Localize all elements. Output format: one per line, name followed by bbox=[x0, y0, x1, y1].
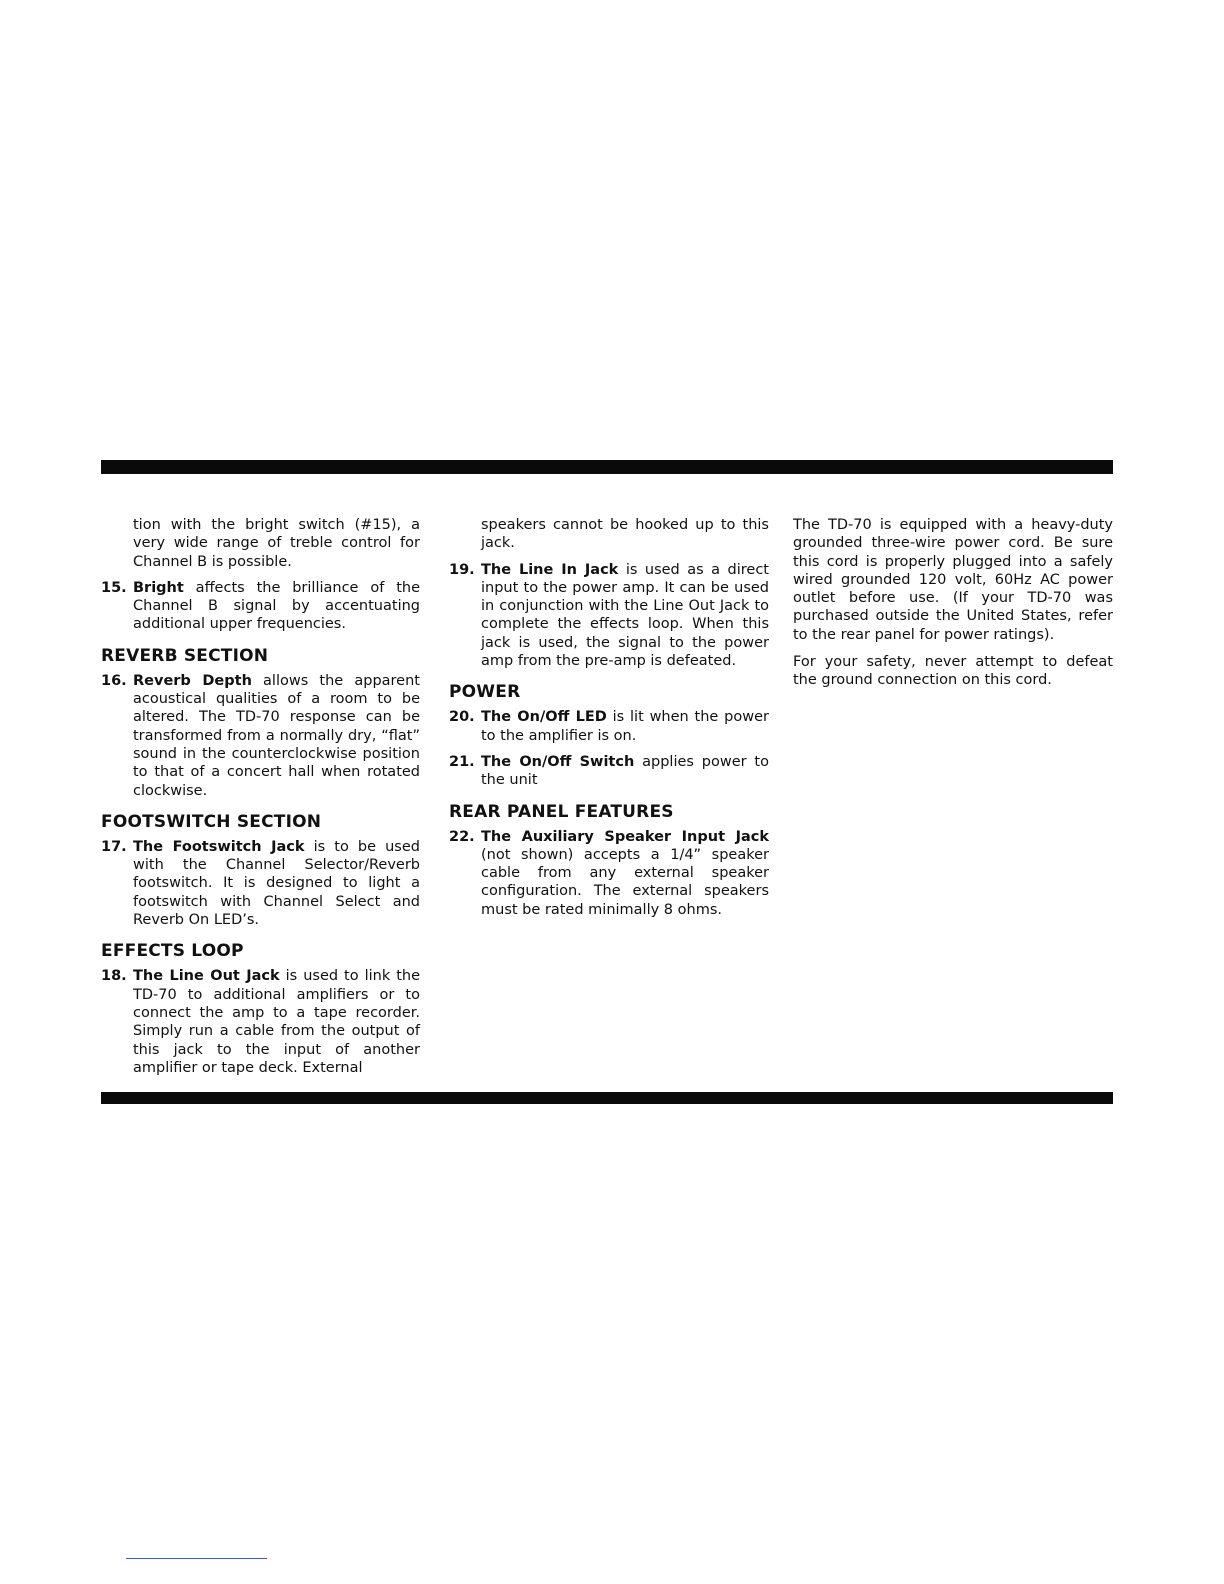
item-text: allows the apparent acoustical qualities of a room to be altered. The TD-70 response can be transformed from a normally dry, “flat” sound in the counterclockwise position to that of a concert hall when rotated clockwise. bbox=[133, 672, 420, 799]
power-cord-paragraph: The TD-70 is equipped with a heavy-duty grounded three-wire power cord. Be sure this cord is properly plugged into a safely wired grounded 120 volt, 60Hz AC power outlet before use. (If your TD-70 was purchased outside the United States, refer to the rear panel for power ratings). bbox=[793, 517, 1113, 643]
item-16 bbox=[101, 672, 420, 800]
item-lead: The Line Out Jack bbox=[133, 968, 280, 985]
item-lead: The Line In Jack bbox=[481, 561, 619, 578]
column-3 bbox=[793, 516, 1113, 699]
section-heading-rear-panel: REAR PANEL FEATURES bbox=[449, 801, 674, 822]
continuation-text: speakers cannot be hooked up to this jack. bbox=[481, 517, 769, 552]
item-text: is used as a direct input to the power amp. It can be used in conjunction with the Line Out Jack to complete the effects loop. When this jack is used, the signal to the power amp from the pre-amp is defeated. bbox=[481, 561, 769, 670]
item-text: is lit when the power to the amplifier is on. bbox=[481, 709, 769, 744]
item-number: 15. bbox=[101, 579, 127, 596]
footnote-separator bbox=[126, 1558, 267, 1559]
item-22 bbox=[449, 828, 769, 919]
bottom-rule bbox=[101, 1092, 1113, 1104]
item-text: applies power to the unit bbox=[481, 753, 769, 789]
item-text: (not shown) accepts a 1/4” speaker cable from any external speaker configuration. The external speakers must be rated minimally 8 ohms. bbox=[481, 846, 769, 918]
item-text: is used to link the TD-70 to additional amplifiers or to connect the amp to a tape recorder. Simply run a cable from the output of this jack to the input of another amplifier or tape deck. External bbox=[133, 968, 421, 1076]
section-heading-effects-loop: EFFECTS LOOP bbox=[101, 941, 244, 962]
item-number: 21. bbox=[449, 753, 475, 770]
section-heading-footswitch: FOOTSWITCH SECTION bbox=[101, 811, 322, 832]
item-number: 17. bbox=[101, 838, 127, 855]
item-19 bbox=[449, 561, 769, 671]
section-heading-power: POWER bbox=[449, 682, 521, 703]
item-lead: Bright bbox=[133, 579, 184, 596]
item-lead: Reverb Depth bbox=[133, 672, 252, 689]
item-lead: The Auxiliary Speaker Input Jack bbox=[481, 828, 769, 845]
item-lead: The Footswitch Jack bbox=[133, 838, 305, 855]
item-20 bbox=[449, 708, 769, 745]
item-text: affects the brilliance of the Channel B signal by accentuating additional upper frequencies. bbox=[133, 579, 420, 633]
item-number: 18. bbox=[101, 968, 127, 985]
column-2 bbox=[449, 516, 769, 927]
item-21 bbox=[449, 753, 769, 790]
item-17 bbox=[101, 838, 420, 929]
item-number: 16. bbox=[101, 672, 127, 689]
item-text: is to be used with the Channel Selector/Reverb footswitch. It is designed to light a footswitch with Channel Select and Reverb On LED’s. bbox=[133, 838, 420, 929]
column-1 bbox=[101, 516, 420, 1085]
section-heading-reverb: REVERB SECTION bbox=[101, 645, 269, 666]
top-rule bbox=[101, 460, 1113, 474]
item-number: 22. bbox=[449, 828, 475, 845]
item-number: 20. bbox=[449, 709, 475, 726]
item-lead: The On/Off Switch bbox=[481, 753, 635, 770]
item-lead: The On/Off LED bbox=[481, 709, 607, 726]
item-18 bbox=[101, 967, 420, 1077]
continuation-text: tion with the bright switch (#15), a very wide range of treble control for Channel B is possible. bbox=[133, 517, 420, 570]
item-number: 19. bbox=[449, 561, 475, 578]
item-15 bbox=[101, 579, 420, 634]
safety-paragraph: For your safety, never attempt to defeat the ground connection on this cord. bbox=[793, 654, 1113, 689]
